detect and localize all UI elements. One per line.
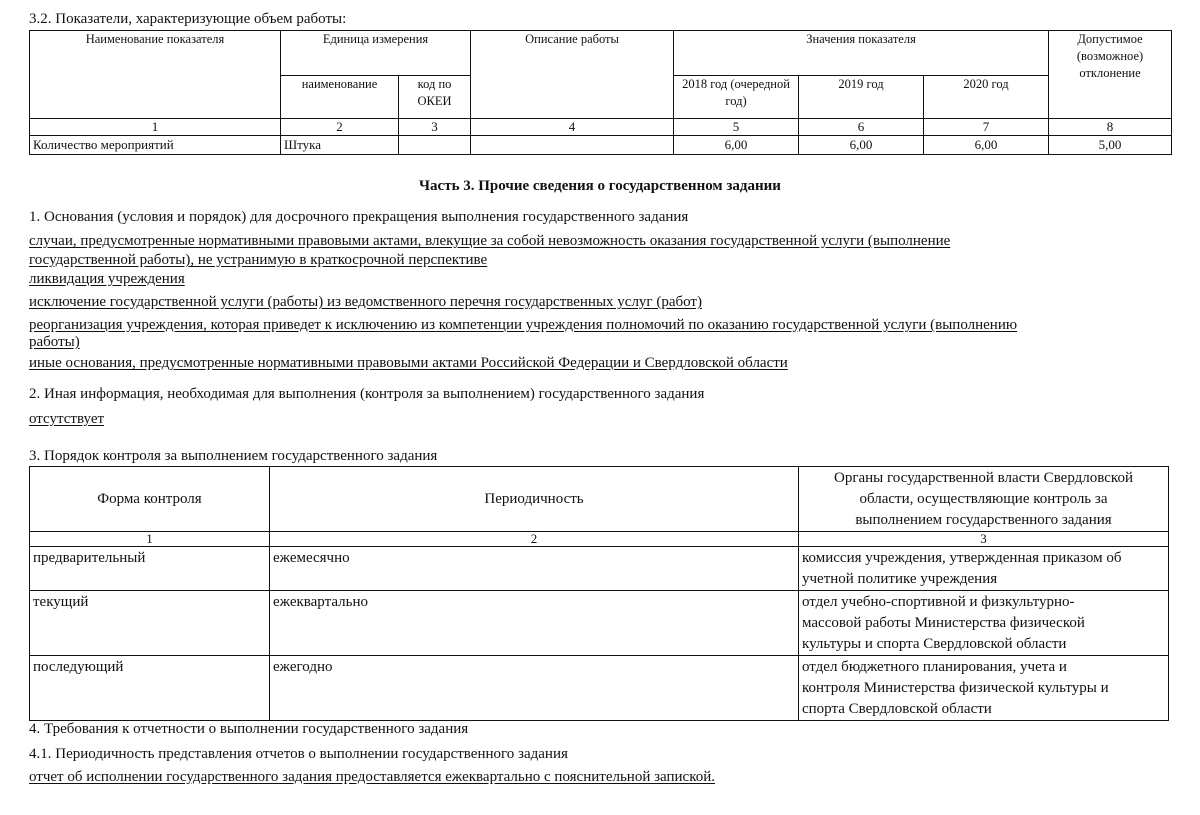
header-periodicity: Периодичность: [270, 467, 799, 532]
termination-ground-1-line-2: государственной работы), не устранимую в краткосрочной перспективе: [29, 252, 488, 268]
row-value-2020: 6,00: [924, 136, 1049, 155]
table-row: [30, 136, 1172, 155]
column-number: 2: [270, 532, 799, 547]
header-values: Значения показателя: [674, 31, 1049, 76]
control-form: текущий: [30, 591, 270, 656]
column-number: 3: [399, 119, 471, 136]
row-description: [471, 136, 674, 155]
control-form: предварительный: [30, 547, 270, 591]
authority-line: культуры и спорта Свердловской области: [802, 636, 1067, 652]
column-number: 8: [1049, 119, 1172, 136]
header-control-form: Форма контроля: [30, 467, 270, 532]
control-procedure-table: [29, 466, 1169, 721]
column-number: 6: [799, 119, 924, 136]
column-number: 4: [471, 119, 674, 136]
column-number: 5: [674, 119, 799, 136]
section-4-title: 4. Требования к отчетности о выполнении государственного задания: [29, 721, 469, 737]
reporting-periodicity-value: отчет об исполнении государственного задания предоставляется ежеквартально с пояснительной запиской.: [29, 769, 716, 785]
table-row: [30, 591, 1169, 656]
header-year-2020: 2020 год: [924, 76, 1049, 119]
authority-line: спорта Свердловской области: [802, 701, 992, 717]
section-2-title: 2. Иная информация, необходимая для выполнения (контроля за выполнением) государственного задания: [29, 386, 705, 402]
column-number: 2: [281, 119, 399, 136]
header-unit-code: код по ОКЕИ: [399, 76, 471, 119]
authority-line: отдел учебно-спортивной и физкультурно-: [802, 594, 1075, 610]
row-deviation: 5,00: [1049, 136, 1172, 155]
section-3-title: 3. Порядок контроля за выполнением государственного задания: [29, 448, 438, 464]
header-authorities-line: области, осуществляющие контроль за: [859, 491, 1108, 507]
section-1-title: 1. Основания (условия и порядок) для досрочного прекращения выполнения государственного задания: [29, 209, 689, 225]
authority-line: учетной политике учреждения: [802, 571, 998, 587]
authority-line: комиссия учреждения, утвержденная приказом об: [802, 550, 1122, 566]
header-year-2019: 2019 год: [799, 76, 924, 119]
termination-ground-4-line-1: реорганизация учреждения, которая приведет к исключению из компетенции учреждения полномочий по оказанию государственной услуги (выполнению: [29, 317, 1018, 333]
control-periodicity: ежемесячно: [270, 547, 799, 591]
row-value-2019: 6,00: [799, 136, 924, 155]
termination-ground-5: иные основания, предусмотренные нормативными правовыми актами Российской Федерации и Свердловской области: [29, 355, 788, 371]
header-control-authorities: [799, 467, 1169, 532]
column-number: 7: [924, 119, 1049, 136]
section-4-1-title: 4.1. Периодичность представления отчетов о выполнении государственного задания: [29, 746, 568, 762]
header-year-2018: 2018 год (очередной год): [674, 76, 799, 119]
header-unit-name: наименование: [281, 76, 399, 119]
control-authority: [799, 547, 1169, 591]
row-unit-code: [399, 136, 471, 155]
row-value-2018: 6,00: [674, 136, 799, 155]
volume-indicators-table: [29, 30, 1172, 155]
control-periodicity: ежегодно: [270, 656, 799, 721]
termination-ground-2: ликвидация учреждения: [29, 271, 185, 287]
termination-ground-3: исключение государственной услуги (работы) из ведомственного перечня государственных услуг (работ): [29, 294, 702, 310]
header-description: Описание работы: [471, 31, 674, 119]
table-row: [30, 656, 1169, 721]
part-3-title: Часть 3. Прочие сведения о государственном задании: [419, 178, 781, 194]
table-row: [30, 547, 1169, 591]
authority-line: массовой работы Министерства физической: [802, 615, 1085, 631]
other-information-value: отсутствует: [29, 411, 105, 427]
termination-ground-4-line-2: работы): [29, 334, 80, 350]
authority-line: контроля Министерства физической культуры и: [802, 680, 1109, 696]
header-authorities-line: выполнением государственного задания: [855, 512, 1112, 528]
row-indicator-name: Количество мероприятий: [30, 136, 281, 155]
termination-ground-1-line-1: случаи, предусмотренные нормативными правовыми актами, влекущие за собой невозможность оказания государственной услуги (выполнение: [29, 233, 951, 249]
column-number: 1: [30, 119, 281, 136]
control-periodicity: ежеквартально: [270, 591, 799, 656]
header-unit: Единица измерения: [281, 31, 471, 76]
column-number: 3: [799, 532, 1169, 547]
control-form: последующий: [30, 656, 270, 721]
control-authority: [799, 591, 1169, 656]
header-indicator-name: Наименование показателя: [30, 31, 281, 119]
section-3-2-title: 3.2. Показатели, характеризующие объем работы:: [29, 11, 347, 27]
header-deviation: Допустимое (возможное) отклонение: [1049, 31, 1172, 119]
column-number: 1: [30, 532, 270, 547]
row-unit-name: Штука: [281, 136, 399, 155]
authority-line: отдел бюджетного планирования, учета и: [802, 659, 1067, 675]
control-authority: [799, 656, 1169, 721]
header-authorities-line: Органы государственной власти Свердловской: [834, 470, 1133, 486]
